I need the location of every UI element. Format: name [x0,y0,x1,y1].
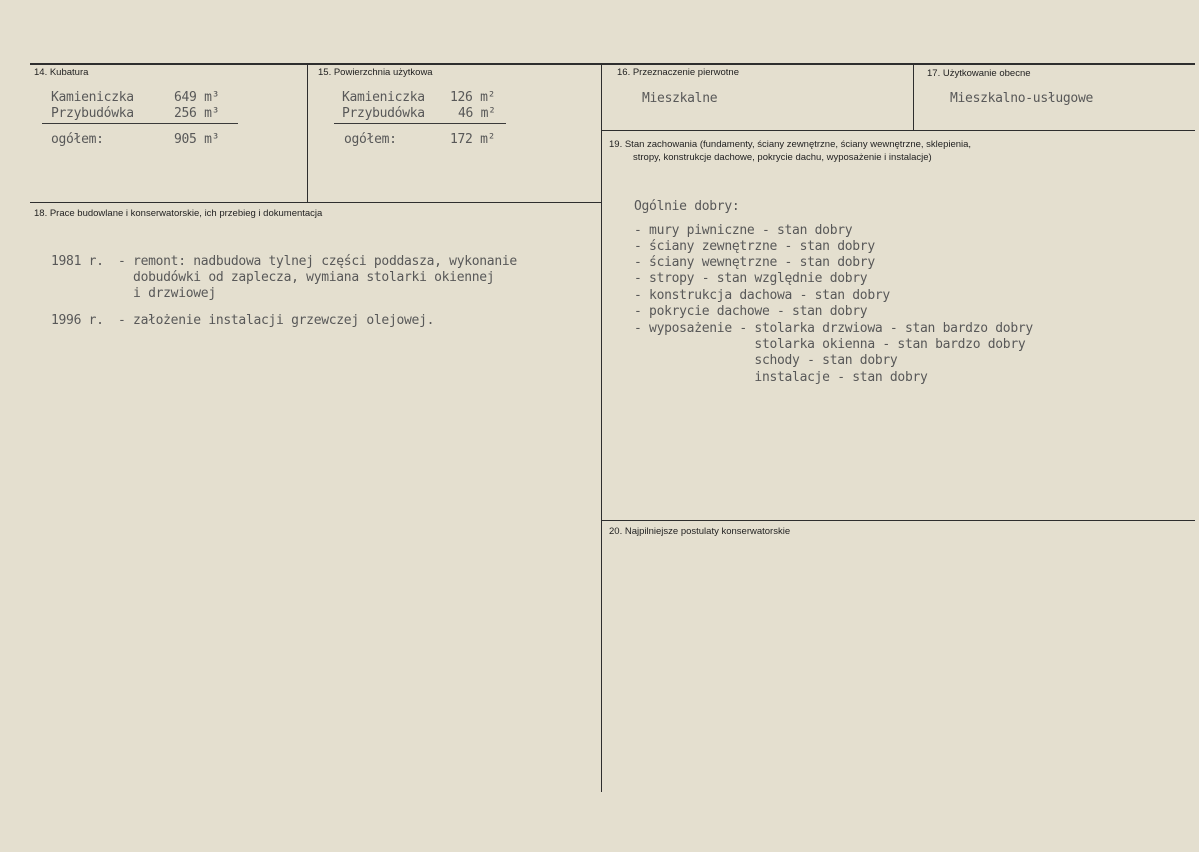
field18-entry-1-line-1: - remont: nadbudowa tylnej części poddasza, wykonanie [118,254,517,269]
field15-sum-line [334,123,506,124]
field14-total-value: 905 m³ [174,132,220,147]
field19-item: instalacje - stan dobry [634,370,928,385]
field14-row-2-value: 256 m³ [174,106,220,121]
field19-item: - pokrycie dachowe - stan dobry [634,304,868,319]
field14-label: 14. Kubatura [34,67,89,78]
field19-item: - mury piwniczne - stan dobry [634,223,853,238]
field20-label: 20. Najpilniejsze postulaty konserwatorskie [609,526,791,537]
divider-14-15 [307,64,308,202]
field19-item: - wyposażenie - stolarka drzwiowa - stan bardzo dobry [634,321,1033,336]
field16-value: Mieszkalne [642,91,718,106]
field18-label: 18. Prace budowlane i konserwatorskie, ich przebieg i dokumentacja [34,208,323,219]
field19-item: stolarka okienna - stan bardzo dobry [634,337,1026,352]
field19-label-line-1: 19. Stan zachowania (fundamenty, ściany zewnętrzne, ściany wewnętrzne, sklepienia, [609,139,972,150]
field15-row-1-name: Kamieniczka [342,90,425,105]
field14-row-1-name: Kamieniczka [51,90,134,105]
field17-value: Mieszkalno-usługowe [950,91,1094,106]
field14-row-2-name: Przybudówka [51,106,134,121]
field15-row-1-value: 126 m² [450,90,496,105]
field18-entry-2-year: 1996 r. [51,313,104,328]
field15-row-2-name: Przybudówka [342,106,425,121]
field15-label: 15. Powierzchnia użytkowa [318,67,433,78]
field17-label: 17. Użytkowanie obecne [927,68,1031,79]
divider-15-18 [30,202,601,203]
field18-entry-1-year: 1981 r. [51,254,104,269]
field19-label-line-2: stropy, konstrukcje dachowe, pokrycie dachu, wyposażenie i instalacje) [633,152,932,163]
field14-row-1-value: 649 m³ [174,90,220,105]
field19-item: - konstrukcja dachowa - stan dobry [634,288,890,303]
field18-entry-2-line-1: - założenie instalacji grzewczej olejowej. [118,313,435,328]
top-border [30,63,1195,65]
field19-item: - stropy - stan względnie dobry [634,271,868,286]
field19-item: schody - stan dobry [634,353,898,368]
field15-total-value: 172 m² [450,132,496,147]
divider-16-17 [913,64,914,130]
field14-total-name: ogółem: [51,132,104,147]
field18-entry-1-line-2: dobudówki od zaplecza, wymiana stolarki okiennej [118,270,495,285]
field18-entry-1-line-3: i drzwiowej [118,286,216,301]
divider-16-19 [602,130,1195,131]
field19-item: - ściany zewnętrzne - stan dobry [634,239,875,254]
field15-row-2-value: 46 m² [458,106,496,121]
field15-total-name: ogółem: [344,132,397,147]
field16-label: 16. Przeznaczenie pierwotne [617,67,739,78]
divider-19-20 [602,520,1195,521]
field19-item: - ściany wewnętrzne - stan dobry [634,255,875,270]
field14-sum-line [42,123,238,124]
field19-heading: Ogólnie dobry: [634,199,740,214]
center-divider [601,64,602,792]
